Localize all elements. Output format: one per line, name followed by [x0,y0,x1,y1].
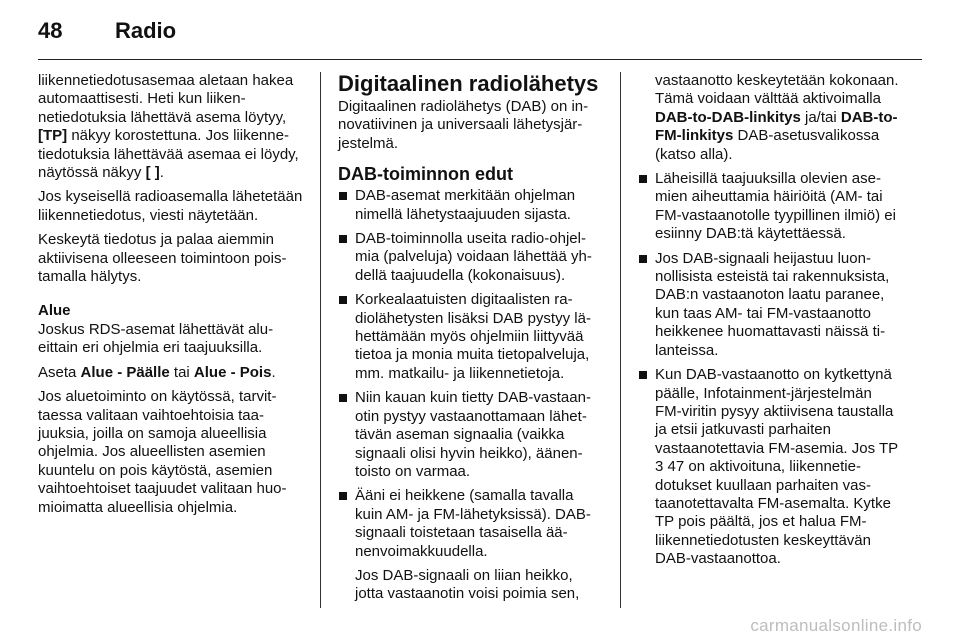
region-off-label: Alue - Pois [193,363,272,381]
paragraph-set-region: Aseta Alue - Päälle tai Alue - Pois. [38,363,276,381]
page-header [0,0,960,64]
column-1 [38,72,306,523]
paragraph-dab-intro: Digitaalinen radiolähetys (DAB) on innovatiivinen ja universaali lähetysjärjestelmä. [338,98,589,152]
list-item: DAB-toiminnolla useita radio-ohjelmia (palveluja) voidaan lähettää yhdellä taajuudella (kokonaisuus). [338,230,602,285]
section-title-dab: Digitaalinen radiolähetys [338,71,599,96]
dab-to-fm-label: DAB-to-FM-linkitys [655,108,898,145]
tp-label: [TP] [38,127,68,145]
list-item: Korkealaatuisten digitaalisten radiolähetysten lisäksi DAB pystyy lähettämään myös ohjelmiin liittyvää tietoa ja monia muita tietopalveluja, mm. matkailu- ja liikennetietoja. [338,291,602,383]
list-item: Ääni ei heikkene (samalla tavalla kuin AM- ja FM-lähetyksissä). DAB-signaali toistetaan tasaisella äänenvoimakkuudella. [338,487,602,561]
list-item: Läheisillä taajuuksilla olevien asemien aiheuttamia häiriöitä (AM- tai FM-vastaanotolle tyypillinen ilmiö) ei esiinny DAB:tä käytettäessä. [638,170,902,244]
paragraph-rds-regions: Joskus RDS-asemat lähettävät alueittain eri ohjelmia eri taajuuksilla. [38,320,274,357]
bullet-square-icon [339,192,347,200]
tp-empty-label: [ ] [145,164,160,182]
column-3 [638,72,902,575]
region-on-label: Alue - Päälle [80,363,170,381]
paragraph-traffic-message: Jos kyseisellä radioasemalla lähetetään liikennetiedotus, viesti näytetään. [38,188,303,224]
page-number: 48 [38,18,63,43]
paragraph-linking: vastaanotto keskeytetään kokonaan. Tämä voidaan välttää aktivoimalla DAB-to-DAB-linkitys ja/tai DAB-to-FM-linkitys DAB-asetusvalikossa (katso alla). [655,72,899,163]
bullet-square-icon [339,394,347,402]
watermark: carmanualsonline.info [750,616,922,635]
list-item: Jos DAB-signaali heijastuu luonnollisista esteistä tai rakennuksista, DAB:n vastaanoton laatu paranee, kun taas AM- tai FM-vastaanotto heikkenee huomattavasti näissä tilanteissa. [638,250,902,360]
bullet-square-icon [639,175,647,183]
page-reference-arrow-icon[interactable]: 3 [655,458,664,476]
bullet-square-icon [639,255,647,263]
paragraph-cancel-announcement: Keskeytä tiedotus ja palaa aiemmin aktiivisena olleeseen toimintoon poistamalla hälytys. [38,231,287,286]
list-item: DAB-asemat merkitään ohjelman nimellä lähetystaajuuden sijasta. [338,187,602,224]
bullet-square-icon [339,492,347,500]
list-item: Kun DAB-vastaanotto on kytkettynä päälle, Infotainment-järjestelmän FM-viritin pysyy aktiivisena taustalla ja etsii jatkuvasti parhaiten vastaanotettavia FM-asemia. Jos TP 3 47 on aktivoituna, liikennetiedotukset kuullaan parhaiten vastaanotettavalta FM-asemalta. Kytke TP pois päältä, jos et halua FM-liikennetiedotusten keskeyttävän DAB-vastaanottoa. [638,366,902,568]
bullet-square-icon [339,296,347,304]
paragraph-tp-status: liikennetiedotusasemaa aletaan hakea automaattisesti. Heti kun liikennetiedotuksia lähettävä asema löytyy, [TP] näkyy korostettuna. Jos liikennetiedotuksia lähettävää asemaa ei löydy, näytössä näkyy [ ]. [38,72,299,182]
section-heading-alue: Alue [38,302,71,320]
paragraph-region-function: Jos aluetoiminto on käytössä, tarvittaessa valitaan vaihtoehtoisia taajuuksia, joilla on samoja alueellisia ohjelmia. Jos alueellisten asemien kuuntelu on pois käytöstä, asemien vaihtoehtoiset taajuudet valitaan huomioimatta alueellisia ohjelmia. [38,388,287,516]
header-rule [38,59,922,60]
list-item: Niin kauan kuin tietty DAB-vastaanotin pystyy vastaanottamaan lähettävän aseman signaalia (vaikka signaali olisi hyvin heikko), äänentoisto on varmaa. [338,389,602,481]
chapter-title: Radio [115,18,177,43]
paragraph-weak-signal: Jos DAB-signaali on liian heikko, jotta vastaanotin voisi poimia sen, [355,566,580,603]
bullet-square-icon [339,235,347,243]
dab-to-dab-label: DAB-to-DAB-linkitys [655,108,801,126]
column-divider-2 [620,72,621,608]
column-divider-1 [320,72,321,608]
column-2 [338,72,602,610]
bullet-square-icon [639,371,647,379]
subheading-dab-benefits: DAB-toiminnon edut [338,164,513,185]
